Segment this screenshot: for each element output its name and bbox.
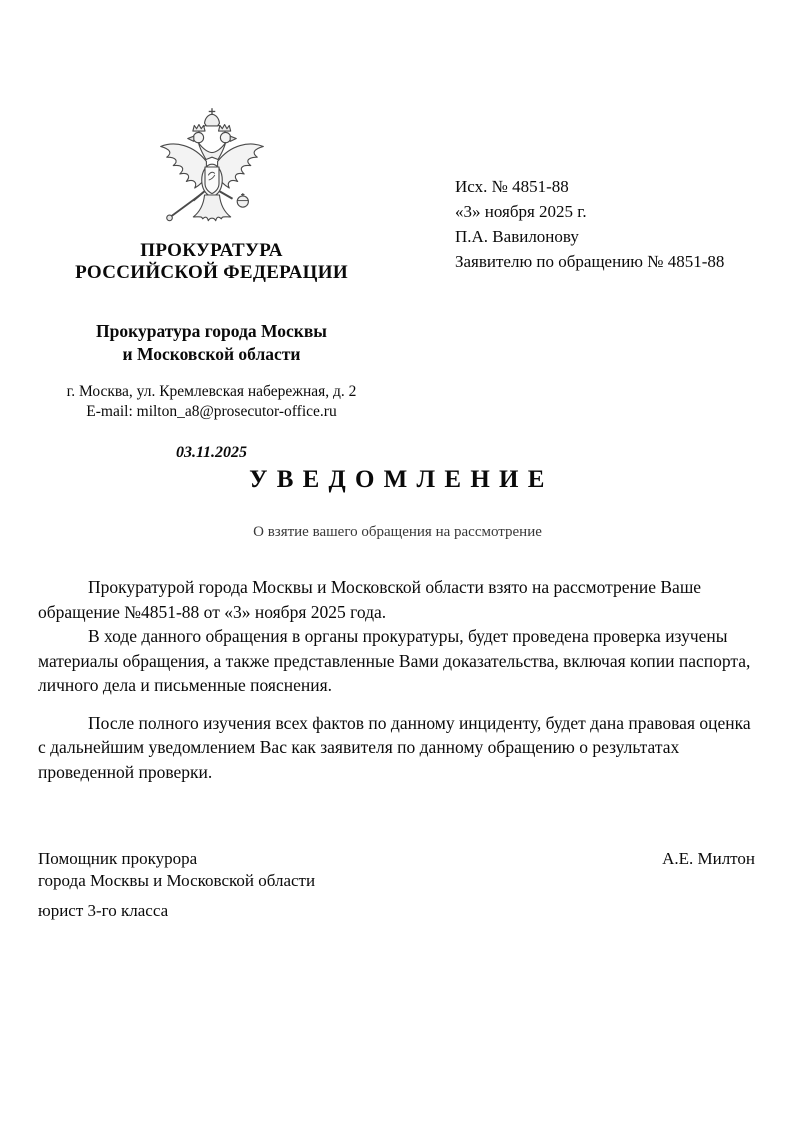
signer-position-line2: города Москвы и Московской области: [38, 870, 316, 890]
address-line: г. Москва, ул. Кремлевская набережная, д. 2: [66, 383, 357, 400]
document-body: [38, 575, 756, 784]
division-line1: Прокуратура города Москвы: [96, 321, 327, 341]
signer-position-line1: Помощник прокурора: [38, 849, 198, 868]
org-name: [38, 240, 385, 284]
body-paragraph-1: Прокуратурой города Москвы и Московской области взято на рассмотрение Ваше обращение №4851-88 от «3» ноября 2025 года.: [38, 577, 702, 622]
document-subtitle: О взятие вашего обращения на рассмотрение: [253, 524, 542, 540]
double-headed-eagle-icon: [156, 104, 268, 230]
recipient-description-line: Заявителю по обращению № 4851-88: [455, 252, 725, 271]
document-title: У В Е Д О М Л Е Н И Е: [249, 466, 546, 493]
outgoing-date-line: «3» ноября 2025 г.: [455, 202, 587, 221]
body-paragraph-2: В ходе данного обращения в органы прокуратуры, будет проведена проверка изучены материалы обращения, а также представленные Вами доказательства, включая копии паспорта, личного дела и письменные пояснения.: [38, 626, 751, 695]
document-date: 03.11.2025: [175, 444, 248, 461]
signer-name: А.Е. Милтон: [662, 849, 755, 868]
body-paragraph-3: После полного изучения всех фактов по данному инциденту, будет дана правовая оценка с дальнейшим уведомлением Вас как заявителя по данному обращению о результатах проведенной проверки.: [38, 712, 751, 782]
signature-block: [38, 848, 755, 922]
division-line2: и Московской области: [122, 344, 301, 364]
contact-block: [38, 382, 385, 422]
division-name: [38, 320, 385, 366]
org-name-line1: ПРОКУРАТУРА: [140, 240, 283, 261]
coat-of-arms-emblem: [156, 104, 268, 230]
recipient-name-line: П.А. Вавилонову: [455, 227, 579, 246]
recipient-block: [455, 174, 724, 274]
signer-rank: юрист 3-го класса: [38, 901, 169, 920]
outgoing-number-line: Исх. № 4851-88: [455, 177, 569, 196]
email-line: E-mail: milton_a8@prosecutor-office.ru: [86, 403, 337, 420]
letterhead-left-column: [38, 104, 385, 462]
org-name-line2: РОССИЙСКОЙ ФЕДЕРАЦИИ: [75, 262, 348, 283]
